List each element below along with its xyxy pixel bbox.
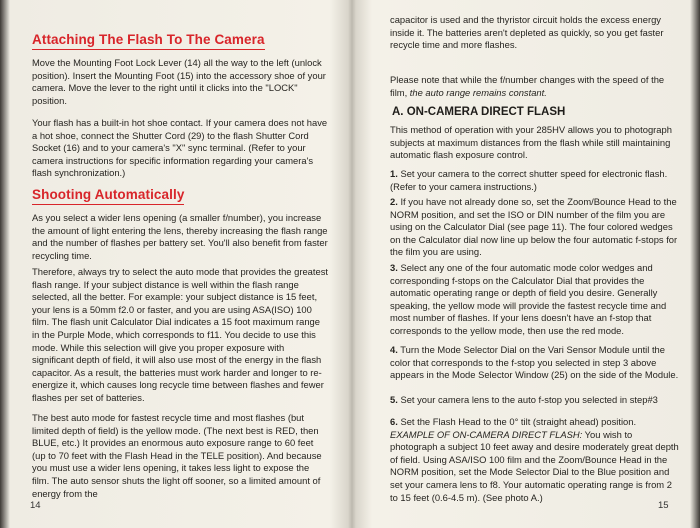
page-number-right: 15 [658, 500, 669, 511]
note-text: Please note that while the f/number changes with the speed of the film, [390, 74, 665, 98]
paragraph-auto-mode-example: Therefore, always try to select the auto mode that provides the greatest flash range. If your subject distance is well within the flash range selected, all the better. For example: your subject distance is 15 feet, your lens is a 50mm f2.0 or faster, and you are using ASA(ISO) 100 film. The flash unit Calculator Dial indicates a 15 foot maximum range in the Purple Mode, which corresponds to f11. You decide to use this mode. While this selection will give you proper exposure with significant depth of field, it will also use most of the energy in the flash capacitor. As a result, the batteries must work harder and longer to re-energize it, which causes long recycle time between flashes and fewer flashes per set of batteries. [32, 266, 328, 403]
step-6-number: 6. [390, 416, 398, 427]
step-2-number: 2. [390, 196, 398, 207]
step-3 [390, 262, 680, 338]
heading-on-camera-direct-flash: A. ON-CAMERA DIRECT FLASH [392, 106, 566, 118]
step-4-text: Turn the Mode Selector Dial on the Vari Sensor Module until the color that corresponds to the f-stop you selected in step 3 above appears in the Mode Selector Window (25) on the side of the Module. [390, 344, 679, 381]
step-2-text: If you have not already done so, set the Zoom/Bounce Head to the NORM position, and set the ISO or DIN number of the film you are using on the Calculator Dial (see page 11). The four colored wedges on the Calculator dial now line up below the four automatic f-stops for the film you are using. [390, 196, 678, 258]
step-2 [390, 196, 680, 259]
step-6-text: Set the Flash Head to the 0° tilt (straight ahead) position. [400, 416, 637, 427]
step-5-number: 5. [390, 394, 398, 405]
step-3-text: Select any one of the four automatic mode color wedges and corresponding f-stops on the Calculator Dial that provides the automatic operating range or depth of field you desire. Generally speaking, the yellow mode will provide the fastest recycle time and most number of flashes. If your lens doesn't have an f-stop that corresponds to the yellow mode, then use the red mode. [390, 262, 667, 336]
paragraph-best-auto-mode: The best auto mode for fastest recycle time and most flashes (but limited depth of field) is the yellow mode. (The next best is RED, then BLUE, etc.) It provides an enormous auto exposure range to 60 feet (up to 70 feet with the Flash Head in the TELE position). And because you must use a wider lens opening, it takes less light to expose the film. The auto sensor shuts the light off sooner, so a limited amount of energy from the [32, 412, 322, 499]
heading-shooting-automatically: Shooting Automatically [32, 187, 184, 205]
left-page [26, 0, 344, 528]
step-1-number: 1. [390, 168, 398, 179]
page-number-left: 14 [30, 500, 41, 511]
paragraph-capacitor: capacitor is used and the thyristor circuit holds the excess energy inside it. The batteries aren't depleted as quickly, so you get faster recycle time and more flashes. [390, 14, 664, 51]
paragraph-wider-lens: As you select a wider lens opening (a smaller f/number), you increase the amount of light entering the lens, thereby increasing the flash range and the number of flashes per battery set. You'll also benefit from faster recycling time. [32, 212, 328, 261]
example-label: EXAMPLE OF ON-CAMERA DIRECT FLASH: [390, 428, 583, 440]
paragraph-mounting-foot: Move the Mounting Foot Lock Lever (14) all the way to the left (unlock position). Insert the Mounting Foot (15) into the accessory shoe of your camera. Move the lever to the right until it clicks into the "LOCK" position. [32, 57, 326, 106]
step-5 [390, 394, 680, 407]
paragraph-note [390, 74, 680, 99]
step-3-number: 3. [390, 262, 398, 273]
step-4 [390, 344, 680, 382]
step-6 [390, 416, 680, 504]
paragraph-method-intro: This method of operation with your 285HV allows you to photograph subjects at maximum distances from the flash while still maintaining automatic flash exposure control. [390, 124, 672, 161]
step-5-text: Set your camera lens to the auto f-stop you selected in step#3 [400, 394, 658, 405]
step-1 [390, 168, 680, 193]
note-emphasis: the auto range remains constant. [409, 86, 547, 98]
right-page [382, 0, 682, 528]
heading-attaching-flash: Attaching The Flash To The Camera [32, 32, 265, 50]
example-text: You wish to photograph a subject 10 feet away and desire moderately great depth of field. Using ASA/ISO 100 film and the Zoom/Bounce Head in the NORM position, set the Mode Selector Dial to the Blue position and set your camera lens to f8. Your automatic operating range is from 2 to 15 feet (0.6-4.5 m). (See photo A.) [390, 428, 679, 503]
step-1-text: Set your camera to the correct shutter speed for electronic flash. (Refer to your camera instructions.) [390, 168, 668, 192]
step-4-number: 4. [390, 344, 398, 355]
paragraph-hot-shoe: Your flash has a built-in hot shoe contact. If your camera does not have a hot shoe, connect the Shutter Cord (29) to the flash Shutter Cord Socket (16) and to your camera's "X" sync terminal. (Refer to your camera instructions for specific information regarding your camera's flash synchronization.) [32, 117, 328, 179]
